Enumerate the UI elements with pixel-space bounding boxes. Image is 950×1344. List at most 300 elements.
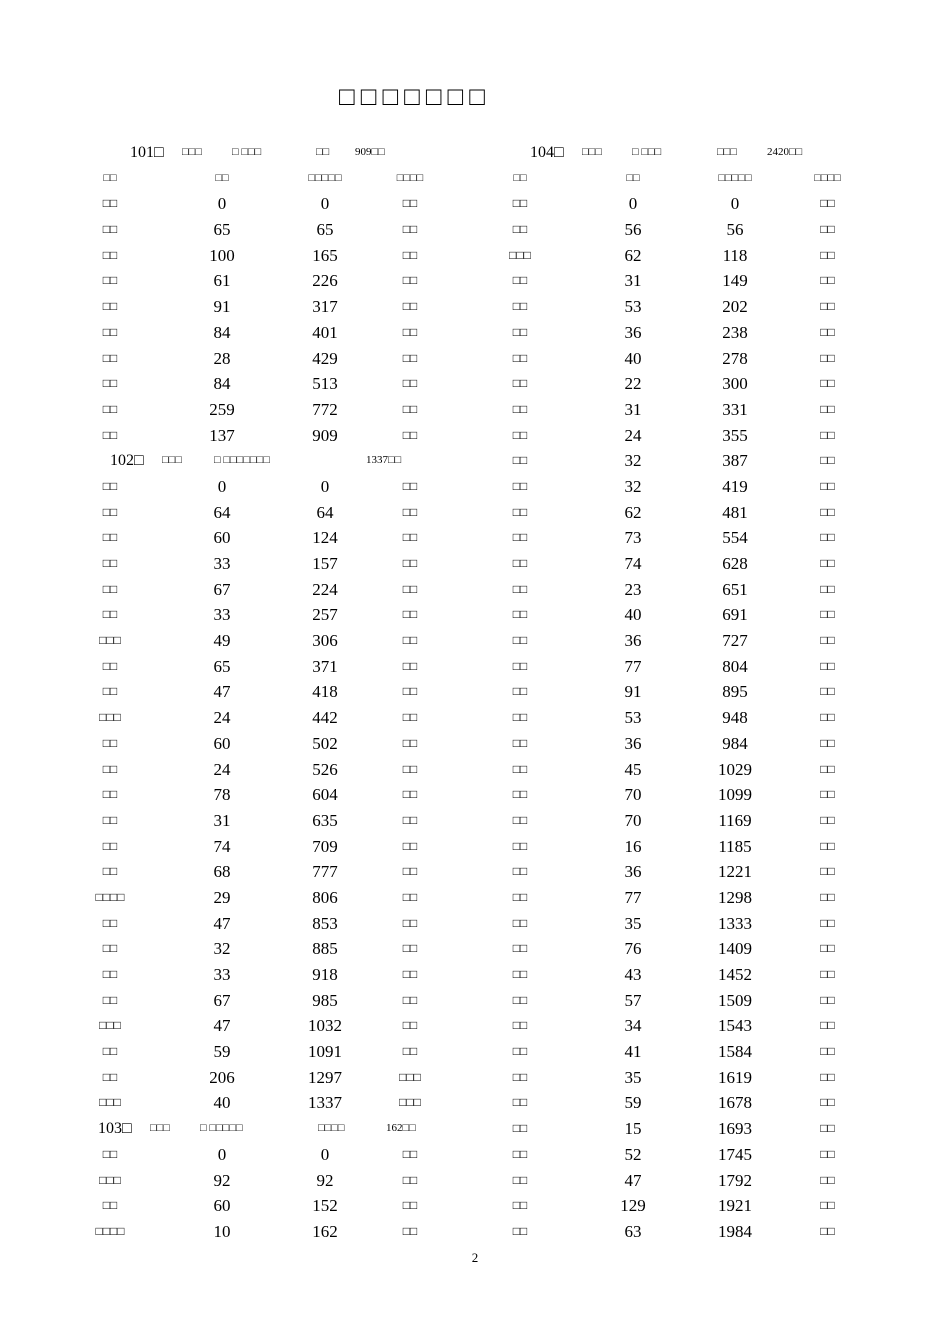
stop-remark: □□	[402, 1146, 418, 1161]
table-row	[80, 551, 440, 577]
stop-cumulative: 226	[312, 271, 338, 291]
stop-cumulative: 238	[722, 322, 748, 342]
stop-distance: 35	[624, 1067, 642, 1087]
stop-remark: □□	[820, 247, 835, 262]
stop-distance: 40	[624, 348, 642, 368]
stop-distance: 57	[624, 990, 642, 1010]
stop-distance: 24	[624, 425, 642, 445]
stop-distance: 0	[217, 1144, 227, 1164]
table-row	[495, 834, 855, 860]
table-row	[495, 448, 855, 474]
page-title: □□□□□□□	[339, 82, 491, 111]
stop-remark: □□	[402, 504, 418, 519]
table-row	[80, 885, 440, 911]
table-row	[80, 371, 440, 397]
stop-name: □□	[102, 247, 118, 262]
stop-cumulative: 1099	[718, 785, 752, 805]
table-row	[80, 731, 440, 757]
stop-distance: 28	[213, 348, 231, 368]
table-row	[495, 268, 855, 294]
stop-cumulative: 1619	[718, 1067, 752, 1087]
stop-distance: 0	[217, 476, 227, 496]
stop-cumulative: 355	[722, 425, 748, 445]
stop-cumulative: 885	[312, 939, 338, 959]
route-title-row	[80, 140, 440, 166]
stop-distance: 45	[624, 759, 642, 779]
stop-remark: □□	[402, 1223, 418, 1238]
table-row	[80, 1168, 440, 1194]
table-row	[495, 782, 855, 808]
stop-name: □□	[512, 504, 528, 519]
table-row	[495, 500, 855, 526]
stop-remark: □□	[402, 376, 418, 391]
stop-remark: □□	[820, 1095, 835, 1110]
stop-distance: 84	[213, 374, 231, 394]
stop-distance: 49	[213, 631, 231, 651]
stop-distance: 63	[624, 1221, 642, 1241]
stop-name: □□	[512, 633, 528, 648]
stop-name: □□	[102, 556, 118, 570]
stop-remark: □□	[402, 581, 418, 596]
stop-name: □□	[102, 761, 118, 776]
stop-name: □□	[102, 1044, 118, 1059]
table-row	[495, 217, 855, 243]
stop-cumulative: 56	[726, 220, 744, 240]
stop-name: □□	[512, 787, 528, 802]
stop-name: □□	[102, 427, 118, 442]
stop-distance: 16	[624, 836, 642, 856]
route-title-num: 104□	[530, 144, 564, 161]
stop-remark: □□	[820, 1018, 835, 1033]
table-row	[495, 936, 855, 962]
table-header	[80, 166, 440, 192]
stop-distance: 32	[624, 451, 642, 471]
stop-cumulative: 1298	[718, 887, 752, 907]
stop-name: □□	[512, 401, 528, 416]
stop-cumulative: 651	[722, 579, 748, 599]
stop-remark: □□	[820, 633, 835, 648]
stop-remark: □□	[402, 941, 418, 956]
header-remark: □□□□	[814, 171, 841, 184]
table-row	[495, 757, 855, 783]
stop-name: □□	[512, 967, 528, 981]
route-title-a: □□□	[162, 454, 182, 467]
stop-distance: 60	[213, 733, 231, 753]
stop-remark: □□	[820, 915, 835, 930]
right-column	[495, 140, 855, 1245]
table-header	[495, 166, 855, 192]
stop-distance: 77	[624, 656, 642, 676]
table-row	[80, 679, 440, 705]
stop-distance: 31	[624, 399, 642, 419]
stop-cumulative: 257	[312, 605, 338, 625]
table-row	[80, 577, 440, 603]
stop-name: □□	[102, 273, 118, 288]
stop-cumulative: 165	[312, 245, 338, 265]
stop-distance: 67	[213, 990, 231, 1010]
table-row	[80, 1090, 440, 1116]
table-row	[80, 346, 440, 372]
table-row	[495, 1116, 855, 1142]
route-title-a: □□□	[150, 1122, 170, 1135]
stop-distance: 59	[624, 1093, 642, 1113]
stop-distance: 91	[624, 682, 642, 702]
stop-remark: □□□	[399, 1069, 421, 1084]
stop-name: □□	[512, 941, 528, 956]
stop-remark: □□	[820, 735, 835, 750]
stop-name: □□	[512, 324, 528, 339]
stop-name: □□	[102, 1198, 118, 1213]
table-row	[80, 834, 440, 860]
route-title-c: □□□□	[318, 1122, 345, 1135]
header-distance: □□	[215, 171, 229, 184]
route-title-b: □ □□□	[232, 146, 262, 158]
route-title-num: 103□	[98, 1120, 132, 1138]
stop-cumulative: 149	[722, 271, 748, 291]
stop-cumulative: 772	[312, 399, 338, 419]
stop-name: □□	[512, 1044, 528, 1059]
stop-remark: □□	[820, 453, 835, 468]
table-row	[80, 243, 440, 269]
stop-name: □□	[512, 1121, 528, 1136]
stop-name: □□	[102, 222, 118, 237]
stop-cumulative: 1169	[718, 810, 752, 830]
stop-cumulative: 628	[722, 554, 748, 573]
stop-cumulative: 691	[722, 605, 748, 625]
table-row	[495, 1013, 855, 1039]
stop-name: □□	[102, 1069, 118, 1084]
stop-name: □□	[512, 710, 528, 725]
stop-remark: □□	[402, 350, 418, 365]
header-name: □□	[103, 171, 117, 184]
stop-remark: □□	[820, 324, 835, 339]
table-row	[80, 602, 440, 628]
stop-distance: 67	[213, 579, 231, 599]
stop-cumulative: 118	[722, 245, 748, 265]
stop-name: □□	[102, 941, 118, 956]
stop-cumulative: 1297	[308, 1067, 342, 1087]
stop-cumulative: 502	[312, 733, 338, 753]
stop-distance: 59	[213, 1042, 231, 1062]
stop-distance: 70	[624, 810, 642, 830]
stop-remark: □□	[820, 992, 835, 1007]
stop-distance: 24	[213, 759, 231, 779]
table-row	[495, 423, 855, 449]
stop-name: □□	[102, 401, 118, 416]
header-name: □□	[513, 171, 527, 184]
table-row	[80, 191, 440, 217]
header-cumulative: □□□□□	[308, 171, 342, 184]
table-row	[495, 808, 855, 834]
stop-remark: □□	[820, 684, 835, 699]
stop-cumulative: 0	[320, 194, 330, 214]
table-row	[80, 423, 440, 449]
stop-distance: 65	[213, 656, 231, 676]
stop-distance: 47	[624, 1170, 642, 1190]
stop-name: □□	[512, 838, 528, 853]
stop-distance: 35	[624, 913, 642, 933]
stop-distance: 137	[209, 425, 235, 445]
table-row	[495, 551, 855, 577]
stop-cumulative: 64	[316, 502, 334, 522]
stop-distance: 77	[624, 887, 642, 907]
stop-name: □□	[102, 864, 118, 879]
stop-distance: 53	[624, 708, 642, 728]
stop-cumulative: 513	[312, 374, 338, 394]
stop-cumulative: 429	[312, 348, 338, 368]
stop-name: □□□	[99, 710, 121, 725]
stop-distance: 36	[624, 733, 642, 753]
table-row	[80, 859, 440, 885]
stop-cumulative: 65	[316, 220, 334, 240]
table-row	[495, 1090, 855, 1116]
stop-name: □□	[102, 967, 118, 981]
stop-name: □□	[512, 889, 528, 904]
stop-cumulative: 1678	[718, 1093, 752, 1113]
route-title-a: □□□	[182, 146, 202, 158]
stop-remark: □□	[402, 787, 418, 802]
table-row	[80, 397, 440, 423]
header-remark: □□□□	[396, 171, 424, 184]
stop-name: □□	[512, 658, 528, 673]
stop-remark: □□	[820, 1044, 835, 1059]
stop-cumulative: 278	[722, 348, 748, 368]
stop-remark: □□	[402, 607, 418, 622]
table-row	[495, 371, 855, 397]
table-row	[495, 1193, 855, 1219]
stop-name: □□	[512, 1018, 528, 1033]
table-row	[80, 500, 440, 526]
stop-name: □□	[102, 376, 118, 391]
stop-remark: □□	[402, 710, 418, 725]
table-row	[80, 628, 440, 654]
stop-remark: □□	[820, 556, 835, 570]
stop-remark: □□	[820, 941, 835, 956]
stop-distance: 32	[213, 939, 231, 959]
stop-distance: 40	[624, 605, 642, 625]
table-row	[495, 654, 855, 680]
route-title-d: 162□□	[386, 1122, 416, 1135]
table-row	[495, 1039, 855, 1065]
stop-cumulative: 331	[722, 399, 748, 419]
stop-distance: 100	[209, 245, 235, 265]
stop-name: □□□□	[95, 889, 125, 904]
stop-name: □□	[512, 581, 528, 596]
table-row	[495, 859, 855, 885]
route-title-d: 2420□□	[767, 146, 803, 158]
stop-distance: 33	[213, 605, 231, 625]
stop-name: □□	[512, 427, 528, 442]
stop-distance: 70	[624, 785, 642, 805]
stop-remark: □□	[820, 401, 835, 416]
stop-cumulative: 604	[312, 785, 338, 805]
stop-remark: □□	[402, 324, 418, 339]
table-row	[495, 346, 855, 372]
stop-remark: □□	[820, 787, 835, 802]
stop-remark: □□	[402, 967, 418, 981]
table-row	[80, 1142, 440, 1168]
stop-name: □□	[512, 273, 528, 288]
stop-name: □□	[512, 761, 528, 776]
stop-name: □□	[102, 838, 118, 853]
stop-name: □□	[102, 915, 118, 930]
stop-name: □□	[512, 915, 528, 930]
stop-remark: □□	[820, 607, 835, 622]
stop-distance: 36	[624, 631, 642, 651]
route-title-row	[495, 140, 855, 166]
stop-distance: 92	[213, 1170, 231, 1190]
stop-remark: □□	[820, 838, 835, 853]
route-title-d: 1337□□	[366, 454, 402, 467]
stop-name: □□	[512, 1095, 528, 1110]
stop-name: □□	[102, 658, 118, 673]
stop-cumulative: 1091	[308, 1042, 342, 1062]
stop-cumulative: 419	[722, 476, 748, 496]
stop-cumulative: 804	[722, 656, 748, 676]
stop-remark: □□	[402, 401, 418, 416]
stop-name: □□	[512, 812, 528, 827]
stop-remark: □□	[820, 581, 835, 596]
stop-cumulative: 918	[312, 965, 338, 984]
stop-distance: 34	[624, 1016, 642, 1036]
stop-name: □□	[102, 992, 118, 1007]
table-row	[80, 705, 440, 731]
stop-cumulative: 0	[320, 476, 330, 496]
table-row	[495, 705, 855, 731]
stop-distance: 24	[213, 708, 231, 728]
stop-name: □□	[102, 1146, 118, 1161]
stop-name: □□	[512, 735, 528, 750]
stop-name: □□	[512, 1223, 528, 1238]
header-cumulative: □□□□□	[718, 171, 752, 184]
stop-name: □□	[102, 812, 118, 827]
stop-name: □□	[512, 453, 528, 468]
stop-name: □□	[512, 992, 528, 1007]
stop-remark: □□	[402, 864, 418, 879]
stop-remark: □□	[402, 556, 418, 570]
table-row	[80, 1013, 440, 1039]
stop-distance: 56	[624, 220, 642, 240]
table-row	[495, 602, 855, 628]
stop-distance: 29	[213, 887, 231, 907]
stop-cumulative: 1452	[718, 965, 752, 984]
stop-cumulative: 806	[312, 887, 338, 907]
stop-cumulative: 1029	[718, 759, 752, 779]
stop-remark: □□	[402, 812, 418, 827]
table-row	[80, 525, 440, 551]
stop-name: □□□	[99, 1018, 121, 1033]
stop-remark: □□	[820, 1069, 835, 1084]
stop-distance: 91	[213, 297, 231, 317]
table-row	[80, 782, 440, 808]
table-row	[495, 731, 855, 757]
stop-cumulative: 92	[316, 1170, 334, 1190]
stop-name: □□	[102, 324, 118, 339]
stop-distance: 32	[624, 476, 642, 496]
stop-cumulative: 224	[312, 579, 338, 599]
stop-remark: □□	[820, 1198, 835, 1213]
stop-cumulative: 727	[722, 631, 748, 651]
stop-cumulative: 1984	[718, 1221, 752, 1241]
stop-name: □□	[102, 299, 118, 314]
stop-name: □□	[102, 478, 118, 493]
stop-cumulative: 202	[722, 297, 748, 317]
stop-distance: 64	[213, 502, 231, 522]
table-row	[495, 525, 855, 551]
route-title-row	[80, 448, 440, 474]
stop-remark: □□	[402, 992, 418, 1007]
stop-cumulative: 895	[722, 682, 748, 702]
stop-cumulative: 0	[730, 194, 740, 214]
table-row	[80, 268, 440, 294]
stop-remark: □□	[402, 838, 418, 853]
table-row	[495, 577, 855, 603]
stop-cumulative: 317	[312, 297, 338, 317]
stop-name: □□	[512, 1069, 528, 1084]
page-number: 2	[471, 1250, 479, 1265]
stop-remark: □□	[820, 1146, 835, 1161]
stop-distance: 31	[213, 810, 231, 830]
route-title-c: □□	[316, 146, 330, 158]
table-row	[80, 1193, 440, 1219]
table-row	[80, 294, 440, 320]
table-row	[80, 474, 440, 500]
stop-distance: 206	[209, 1067, 235, 1087]
stop-remark: □□	[820, 889, 835, 904]
route-title-num: 102□	[110, 452, 144, 470]
stop-cumulative: 162	[312, 1221, 338, 1241]
stop-remark: □□	[402, 247, 418, 262]
stop-name: □□	[512, 1172, 528, 1187]
stop-cumulative: 1693	[718, 1119, 752, 1139]
stop-distance: 60	[213, 1196, 231, 1216]
stop-name: □□	[102, 196, 118, 211]
stop-distance: 47	[213, 682, 231, 702]
stop-cumulative: 1584	[718, 1042, 752, 1062]
stop-name: □□□	[509, 247, 531, 262]
table-row	[80, 1065, 440, 1091]
table-row	[495, 1142, 855, 1168]
stop-remark: □□	[402, 735, 418, 750]
stop-cumulative: 909	[312, 425, 338, 445]
stop-remark: □□	[820, 222, 835, 237]
stop-remark: □□	[820, 710, 835, 725]
stop-distance: 60	[213, 528, 231, 548]
stop-distance: 36	[624, 862, 642, 882]
stop-distance: 31	[624, 271, 642, 291]
stop-name: □□	[512, 1146, 528, 1161]
route-title-a: □□□	[582, 146, 602, 158]
stop-cumulative: 387	[722, 451, 748, 471]
table-row	[80, 911, 440, 937]
route-title-row	[80, 1116, 440, 1142]
stop-distance: 33	[213, 965, 231, 984]
stop-remark: □□	[402, 684, 418, 699]
stop-remark: □□	[820, 864, 835, 879]
stop-name: □□	[512, 376, 528, 391]
stop-cumulative: 1745	[718, 1144, 752, 1164]
stop-cumulative: 157	[312, 554, 338, 573]
route-title-d: 909□□	[355, 146, 385, 158]
stop-cumulative: 1921	[718, 1196, 752, 1216]
stop-remark: □□	[820, 299, 835, 314]
stop-distance: 259	[209, 399, 235, 419]
table-row	[495, 962, 855, 988]
route-title-b: □ □□□	[632, 146, 662, 158]
stop-remark: □□	[820, 196, 835, 211]
stop-name: □□	[512, 556, 528, 570]
stop-cumulative: 1509	[718, 990, 752, 1010]
